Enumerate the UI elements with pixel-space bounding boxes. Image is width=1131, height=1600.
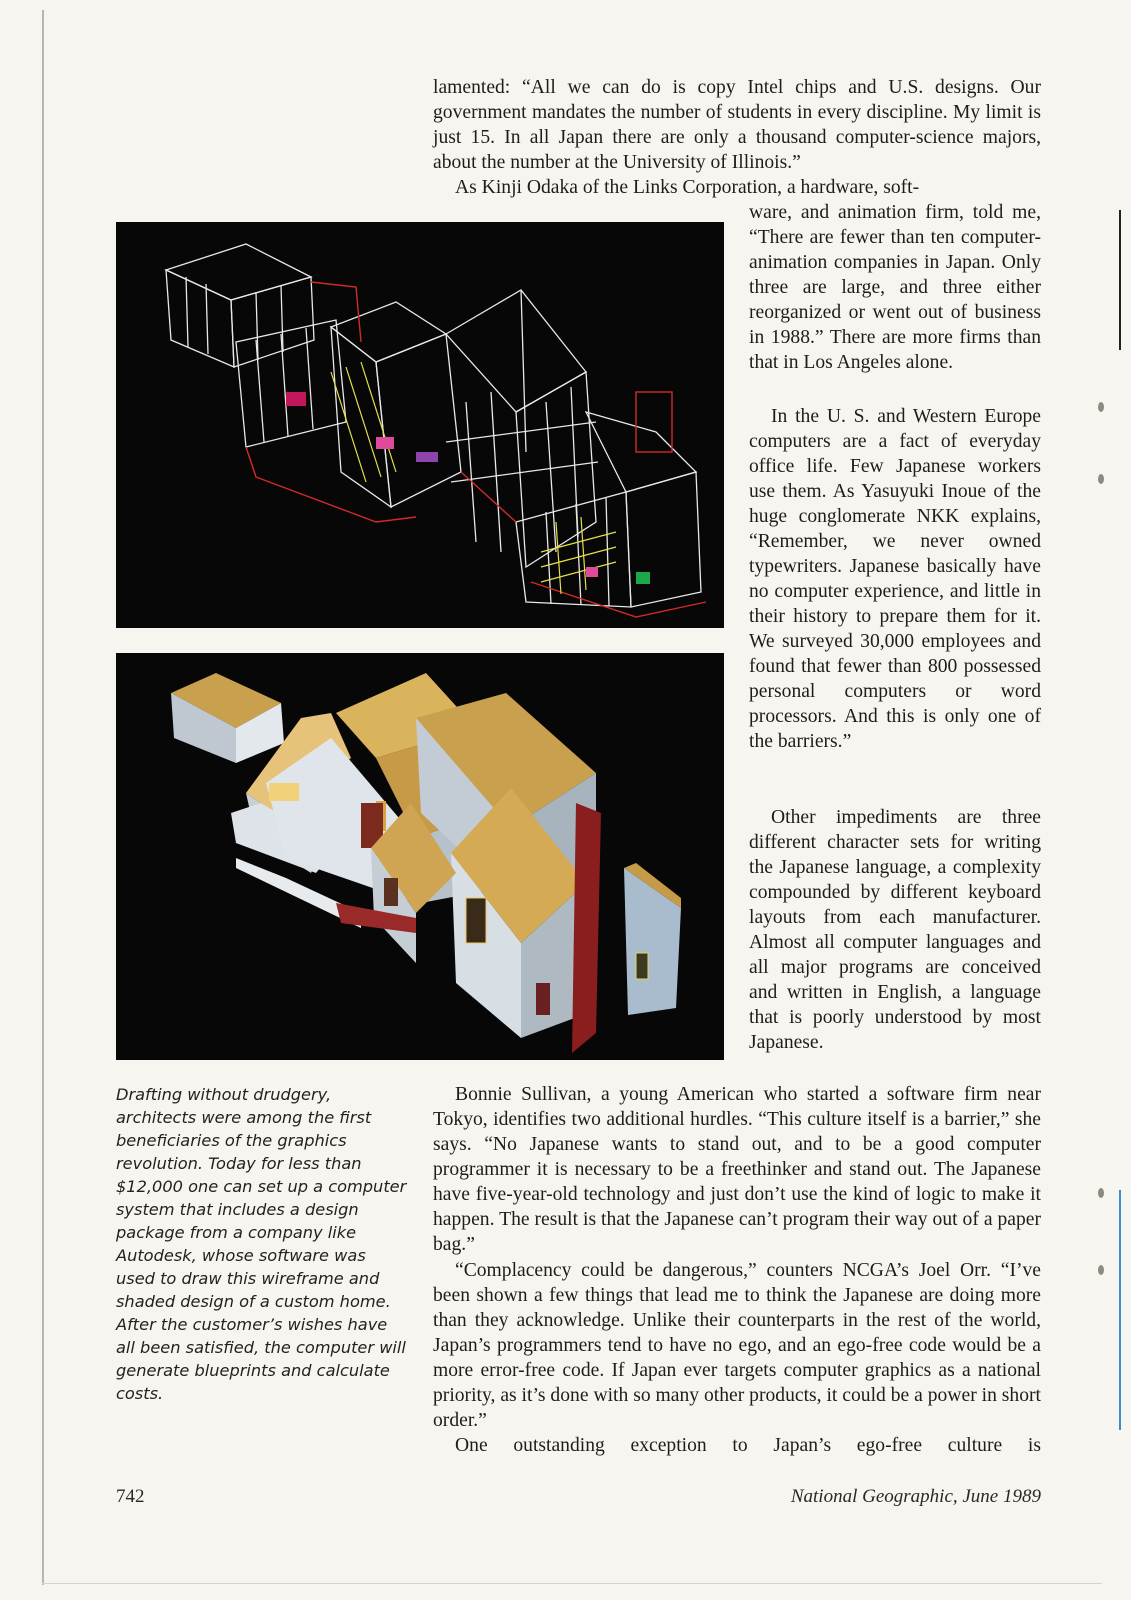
wireframe-red-lines bbox=[246, 282, 706, 617]
paragraph-opening-quote: lamented: “All we can do is copy Intel chips and U.S. designs. Our government mandates the number of students in every discipline. My limit is just 15. In all Japan there are only a thousand computer-science majors, about the number at the University of Illinois.” bbox=[433, 77, 1041, 173]
paragraph-odaka-lead: As Kinji Odaka of the Links Corporation, a hardware, soft- bbox=[455, 177, 920, 198]
paragraph-impediments: Other impediments are three different character sets for writing the Japanese language, a complexity compounded by different keyboard layouts from each manufacturer. Almost all computer languages and all major programs are conceived and written in English, a language that is poorly understood by most Japanese. bbox=[749, 807, 1041, 1053]
paragraph-complacency: “Complacency could be dangerous,” counters NCGA’s Joel Orr. “I’ve been shown a few things that lead me to think the Japanese are doing more than they acknowledge. Unlike their counterparts in the rest of the world, Japan’s programmers tend to have no ego, and an ego-free code would be a more error-free code. If Japan ever targets computer graphics as a national priority, as it’s done with so many other products, it could be a power in short order.” bbox=[433, 1260, 1041, 1431]
shaded-house-drawing bbox=[116, 653, 724, 1060]
scan-edge-mark-blue bbox=[1119, 1190, 1121, 1430]
page-bottom-edge bbox=[42, 1583, 1102, 1584]
figure-caption: Drafting without drudgery, architects were among the first beneficiaries of the graphics revolution. Today for less than $12,000 one can set up a computer system that includes a design package from a company like Autodesk, whose software was used to draw this wireframe and shaded design of a custom home. After the customer’s wishes have all been satisfied, the computer will generate blueprints and calculate costs. bbox=[116, 1085, 407, 1403]
publication-footer: National Geographic, June 1989 bbox=[790, 1486, 1041, 1507]
paragraph-exception: One outstanding exception to Japan’s ego-free culture is bbox=[455, 1435, 1041, 1456]
paragraph-sullivan: Bonnie Sullivan, a young American who started a software firm near Tokyo, identifies two additional hurdles. “This culture itself is a barrier,” she says. “No Japanese wants to stand out, and to be a good computer programmer it is necessary to be a freethinker and stand out. The Japanese have five-year-old technology and just don’t use the kind of logic to make it happen. The result is that the Japanese can’t program their way out of a paper bag.” bbox=[433, 1084, 1041, 1255]
wireframe-furniture bbox=[286, 392, 650, 584]
page-left-edge bbox=[42, 10, 44, 1585]
paragraph-odaka: ware, and animation firm, told me, “There are fewer than ten computer-animation companies in Japan. Only three are large, and three either reorganized or went out of business in 1988.” There are more firms than that in Los Angeles alone. bbox=[749, 202, 1041, 373]
scan-speck bbox=[1098, 1188, 1104, 1198]
page-number: 742 bbox=[116, 1486, 145, 1507]
wireframe-structure bbox=[166, 244, 701, 607]
wireframe-yellow-lines bbox=[331, 362, 616, 594]
scan-speck bbox=[1098, 474, 1104, 484]
wireframe-house-drawing bbox=[116, 222, 724, 628]
scan-speck bbox=[1098, 1265, 1104, 1275]
scan-speck bbox=[1098, 402, 1104, 412]
paragraph-us-europe: In the U. S. and Western Europe computers are a fact of everyday office life. Few Japanese workers use them. As Yasuyuki Inoue of the huge conglomerate NKK explains, “Remember, we never owned typewriters. Japanese basically have no computer experience, and little in their history to prepare them for it. We surveyed 30,000 employees and found that fewer than 800 possessed personal computers or word processors. And this is only one of the barriers.” bbox=[749, 406, 1041, 752]
scan-edge-mark bbox=[1119, 210, 1121, 350]
shaded-house-image bbox=[116, 653, 724, 1060]
wireframe-house-image bbox=[116, 222, 724, 628]
